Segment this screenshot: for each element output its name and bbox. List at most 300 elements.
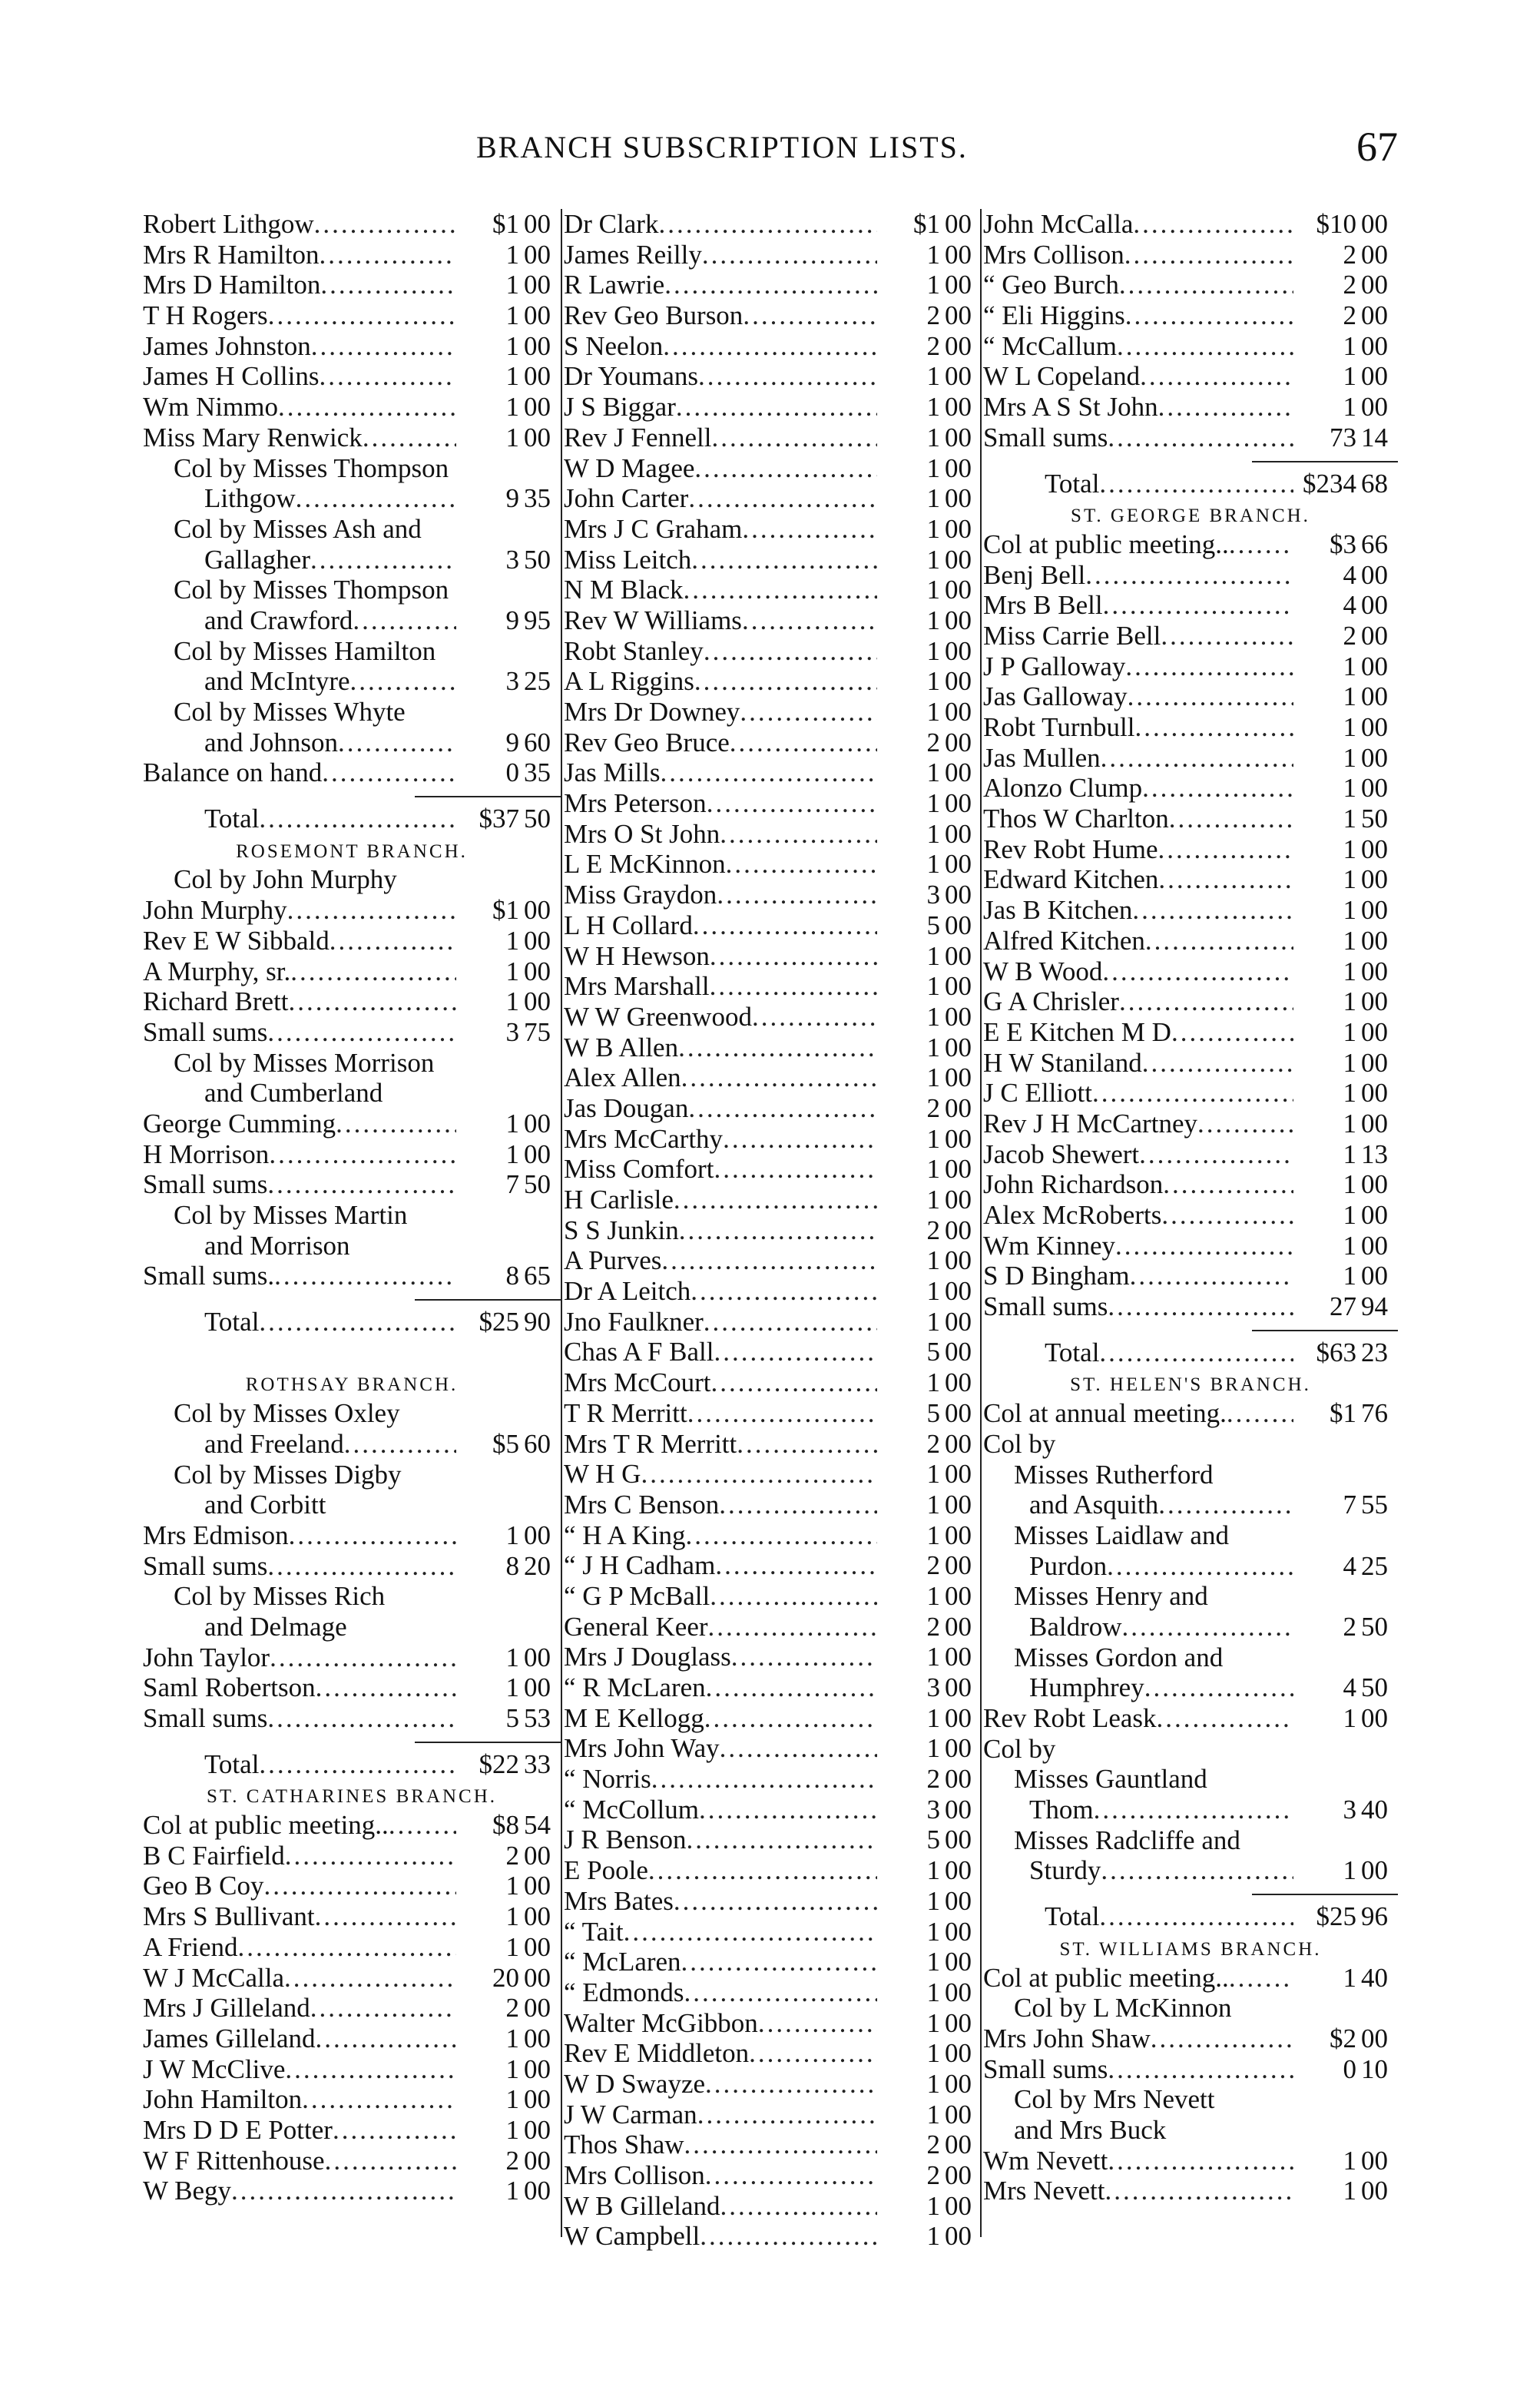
leader-dots: [1085, 560, 1293, 591]
leader-dots: [1092, 1078, 1293, 1109]
amount-cents: 00: [945, 1062, 972, 1093]
collector-note: Col by Mrs Nevett: [1014, 2084, 1215, 2115]
amount-cents: 00: [1361, 300, 1388, 331]
subscriber-name: George Cumming: [143, 1108, 336, 1139]
subscriber-name: Col at public meeting..: [983, 529, 1229, 559]
subscriber-entry: [983, 1261, 1398, 1291]
subscriber-name: James Gilleland: [143, 2023, 316, 2053]
leader-dots: [684, 1977, 877, 2008]
leader-dots: [687, 1398, 877, 1429]
subscriber-name: Thos W Charlton: [983, 804, 1169, 834]
subscriber-name: W H Hewson: [564, 940, 710, 971]
amount-dollars: 1: [505, 270, 519, 300]
leader-dots: [1125, 651, 1293, 682]
amount-cents: 00: [945, 1825, 972, 1855]
leader-dots: [287, 895, 456, 926]
collector-note: Col by Misses Rich: [174, 1581, 386, 1612]
subscriber-entry: [143, 605, 561, 636]
amount-cents: 95: [524, 605, 551, 635]
subscriber-name: “ Tait: [564, 1916, 624, 1947]
subscriber-name: Jas Dougan: [564, 1092, 689, 1123]
subscriber-entry: [564, 788, 982, 819]
amount-dollars: 1: [926, 1489, 940, 1520]
subscriber-name: Geo B Coy: [143, 1871, 264, 1901]
running-title: BRANCH SUBSCRIPTION LISTS.: [476, 130, 968, 164]
leader-dots: [720, 819, 877, 850]
amount-cents: 50: [1361, 1611, 1388, 1642]
subscriber-name: John Richardson: [983, 1169, 1164, 1200]
leader-dots: [624, 1917, 877, 1947]
amount-dollars: $63: [1316, 1337, 1356, 1367]
amount-dollars: 27: [1330, 1291, 1356, 1322]
amount-dollars: 1: [505, 361, 519, 392]
subscriber-entry: [564, 1185, 982, 1215]
subscriber-entry: [983, 2054, 1398, 2085]
subscriber-entry: [564, 1977, 982, 2008]
leader-dots: [679, 1215, 877, 1246]
amount-dollars: 1: [505, 1642, 519, 1672]
subscriber-entry: [564, 361, 982, 392]
leader-dots: [726, 849, 877, 880]
subscriber-entry: [564, 636, 982, 667]
subscriber-entry: [143, 392, 561, 423]
subscriber-name: Small sums: [983, 422, 1108, 452]
leader-dots: [267, 1551, 456, 1582]
amount-dollars: 73: [1330, 422, 1356, 452]
subscriber-name: W D Magee: [564, 452, 695, 483]
amount-cents: 00: [945, 1764, 972, 1795]
amount-cents: 35: [524, 483, 551, 514]
amount-dollars: 1: [1343, 2176, 1356, 2206]
amount-cents: 00: [1361, 681, 1388, 712]
page-number: 67: [1356, 124, 1398, 170]
amount-cents: 50: [524, 1169, 551, 1200]
amount-dollars: 5: [505, 1703, 519, 1733]
amount-dollars: 1: [505, 392, 519, 423]
amount-dollars: 1: [505, 422, 519, 452]
amount-dollars: 4: [1343, 590, 1356, 621]
amount-cents: 00: [524, 300, 551, 331]
subscriber-name: Jas B Kitchen: [983, 895, 1133, 926]
subscriber-entry: [564, 880, 982, 910]
amount-dollars: 7: [1343, 1490, 1356, 1520]
amount-dollars: 1: [1343, 1703, 1356, 1733]
divider-line: [415, 796, 561, 797]
amount-cents: 20: [524, 1550, 551, 1581]
subscriber-entry: [564, 1093, 982, 1124]
leader-dots: [1108, 2054, 1293, 2085]
collector-note: and Cumberland: [204, 1078, 383, 1109]
leader-dots: [714, 1337, 877, 1367]
amount-cents: 00: [945, 1947, 972, 1977]
amount-dollars: 2: [926, 330, 940, 361]
collector-note: Col by Misses Morrison: [174, 1047, 435, 1078]
subscriber-entry: [564, 1032, 982, 1063]
amount-cents: 00: [524, 2053, 551, 2084]
collector-note: Col by L McKinnon: [1014, 1993, 1232, 2023]
subscriber-entry: [143, 1963, 561, 1994]
branch-heading: ST. HELEN'S BRANCH.: [1070, 1374, 1311, 1396]
subscriber-name: J W McClive: [143, 2053, 286, 2084]
collector-note: Col by Misses Ash and: [174, 513, 422, 544]
amount-dollars: 1: [926, 1306, 940, 1337]
subscriber-name: and Crawford: [204, 605, 353, 635]
subscriber-entry: [143, 1642, 561, 1673]
leader-dots: [269, 1139, 456, 1170]
column-middle: [564, 209, 982, 2252]
subscriber-name: A Murphy, sr.: [143, 956, 291, 986]
subscriber-name: “ Edmonds: [564, 1977, 684, 2007]
subscriber-entry: [143, 483, 561, 514]
amount-dollars: 3: [505, 544, 519, 575]
amount-dollars: 3: [926, 1794, 940, 1825]
subscriber-name: “ J H Cadham: [564, 1550, 716, 1581]
amount-cents: 00: [524, 925, 551, 956]
subscriber-name: Jacob Shewert: [983, 1139, 1140, 1169]
leader-dots: [268, 300, 456, 331]
subscriber-name: Balance on hand: [143, 757, 323, 788]
leader-dots: [730, 728, 877, 758]
amount-dollars: $1: [913, 209, 940, 239]
leader-dots: [706, 1672, 877, 1703]
amount-cents: 00: [524, 1139, 551, 1169]
amount-dollars: 1: [926, 2038, 940, 2069]
subscriber-name: “ Norris: [564, 1764, 651, 1795]
subscriber-entry: [564, 423, 982, 453]
subscriber-name: Total: [1045, 468, 1100, 499]
subscriber-entry: [143, 986, 561, 1017]
subscriber-name: Col at public meeting..: [143, 1810, 389, 1841]
amount-dollars: 2: [926, 1550, 940, 1581]
amount-dollars: 7: [505, 1169, 519, 1200]
subscriber-name: Small sums: [983, 2053, 1108, 2084]
leader-dots: [270, 1642, 456, 1673]
amount-dollars: 1: [505, 1520, 519, 1550]
subscriber-entry: [143, 300, 561, 331]
leader-dots: [1124, 240, 1293, 270]
subscriber-name: Mrs D Hamilton: [143, 270, 321, 300]
leader-dots: [1161, 1200, 1293, 1231]
leader-dots: [1108, 1291, 1293, 1322]
subscriber-entry: [143, 1993, 561, 2023]
amount-dollars: 1: [926, 2007, 940, 2038]
subscriber-name: W B Wood: [983, 956, 1103, 986]
subscriber-entry: [143, 2146, 561, 2176]
leader-dots: [1117, 331, 1293, 362]
subscriber-entry: [564, 1947, 982, 1977]
leader-dots: [651, 1764, 877, 1795]
amount-cents: 00: [524, 422, 551, 452]
leader-dots: [708, 1612, 877, 1642]
amount-cents: 53: [524, 1703, 551, 1733]
collector-note: and Delmage: [204, 1611, 347, 1642]
leader-dots: [259, 804, 456, 834]
amount-cents: 00: [524, 1642, 551, 1672]
leader-dots: [1119, 270, 1293, 300]
subscriber-name: W Campbell: [564, 2221, 700, 2252]
leader-dots: [325, 2146, 456, 2176]
subscriber-entry: [564, 545, 982, 575]
leader-dots: [1133, 209, 1293, 240]
amount-dollars: 9: [505, 727, 519, 757]
spacer: [143, 1337, 561, 1368]
amount-cents: 00: [1361, 620, 1388, 651]
branch-heading: ST. WILLIAMS BRANCH.: [1059, 1938, 1322, 1960]
leader-dots: [731, 1642, 877, 1672]
leader-dots: [1128, 681, 1293, 712]
amount-cents: 00: [524, 2023, 551, 2053]
amount-cents: 00: [524, 209, 551, 239]
subscriber-name: E E Kitchen M D: [983, 1016, 1171, 1047]
amount-cents: 00: [945, 1916, 972, 1947]
amount-dollars: 1: [505, 2176, 519, 2206]
amount-cents: 25: [524, 666, 551, 697]
amount-cents: 60: [524, 727, 551, 757]
leader-dots: [705, 2160, 877, 2191]
amount-cents: 00: [524, 392, 551, 423]
leader-dots: [711, 1367, 877, 1398]
subscriber-name: Mrs McCarthy: [564, 1123, 724, 1154]
amount-cents: 00: [1361, 392, 1388, 423]
amount-cents: 00: [945, 1032, 972, 1062]
amount-cents: 00: [524, 1108, 551, 1139]
leader-dots: [267, 1703, 456, 1734]
subscriber-name: W L Copeland: [983, 361, 1141, 392]
subscriber-name: W D Swayze: [564, 2068, 706, 2099]
amount-dollars: 2: [1343, 1611, 1356, 1642]
leader-dots: [664, 270, 877, 300]
subscriber-entry: [983, 423, 1398, 453]
amount-cents: 00: [945, 1001, 972, 1032]
subscriber-name: Dr A Leitch: [564, 1276, 691, 1307]
amount-dollars: 5: [926, 1397, 940, 1428]
subscriber-entry: [983, 651, 1398, 682]
amount-dollars: 1: [1343, 361, 1356, 392]
subscriber-name: Mrs Nevett: [983, 2176, 1105, 2206]
leader-dots: [1102, 956, 1293, 987]
amount-dollars: 1: [926, 452, 940, 483]
subscriber-entry: [564, 728, 982, 758]
subscriber-entry: [983, 1017, 1398, 1048]
subscriber-entry: [564, 1917, 982, 1947]
collector-note: Misses Radcliffe and: [1014, 1825, 1240, 1855]
subscriber-entry: [983, 986, 1398, 1017]
amount-cents: 00: [1361, 834, 1388, 864]
amount-dollars: 1: [926, 422, 940, 452]
leader-dots: [699, 1795, 877, 1825]
amount-dollars: 3: [926, 880, 940, 910]
subscriber-entry: [143, 1169, 561, 1200]
amount-cents: 00: [945, 2068, 972, 2099]
subscriber-entry: [564, 2008, 982, 2039]
amount-cents: 00: [1361, 956, 1388, 986]
amount-cents: 00: [1361, 1047, 1388, 1078]
amount-cents: 00: [1361, 559, 1388, 590]
amount-cents: 00: [945, 2038, 972, 2069]
subscriber-name: Wm Nevett: [983, 2145, 1108, 2176]
subscriber-entry: [143, 2084, 561, 2115]
leader-dots: [710, 1581, 877, 1612]
subscriber-entry: [564, 514, 982, 545]
leader-dots: [694, 666, 877, 697]
subscriber-name: J R Benson: [564, 1825, 687, 1855]
amount-cents: 00: [945, 635, 972, 666]
subscriber-name: Alex Allen: [564, 1062, 681, 1093]
subscriber-name: James Johnston: [143, 330, 311, 361]
leader-dots: [720, 1733, 877, 1764]
subscriber-entry: [564, 331, 982, 362]
amount-dollars: 5: [926, 1825, 940, 1855]
subscriber-entry: [983, 1490, 1398, 1520]
amount-cents: 00: [945, 544, 972, 575]
amount-dollars: 2: [1343, 239, 1356, 270]
branch-heading: ROSEMONT BRANCH.: [236, 840, 468, 862]
subscriber-name: Rev J Fennell: [564, 422, 712, 452]
amount-cents: 94: [1361, 1291, 1388, 1322]
amount-dollars: 3: [505, 666, 519, 697]
subscriber-name: Rev W Williams: [564, 605, 742, 635]
subscriber-name: Rev E W Sibbald: [143, 925, 330, 956]
subscriber-entry: [564, 1002, 982, 1032]
subscriber-name: Mrs John Shaw: [983, 2023, 1151, 2053]
amount-dollars: 1: [926, 1154, 940, 1185]
subscriber-name: S S Junkin: [564, 1215, 679, 1245]
amount-dollars: 2: [926, 1428, 940, 1459]
leader-dots: [1229, 529, 1293, 560]
amount-cents: 00: [945, 361, 972, 392]
amount-dollars: $2: [1330, 2023, 1356, 2053]
subscriber-entry: [564, 1703, 982, 1734]
subscriber-entry: [564, 2038, 982, 2069]
amount-cents: 00: [945, 483, 972, 514]
column-rule: [561, 209, 562, 2237]
subscriber-name: Robert Lithgow: [143, 209, 314, 239]
amount-cents: 33: [524, 1748, 551, 1779]
subscriber-name: “ McCallum: [983, 330, 1117, 361]
amount-dollars: 1: [505, 300, 519, 331]
amount-dollars: 2: [926, 727, 940, 757]
amount-dollars: 1: [926, 239, 940, 270]
subscriber-name: John Murphy: [143, 895, 287, 926]
divider-line: [1252, 461, 1398, 462]
subscriber-name: “ G P McBall: [564, 1580, 710, 1611]
subscriber-name: Total: [1045, 1337, 1100, 1367]
amount-cents: 00: [945, 727, 972, 757]
amount-cents: 00: [524, 1931, 551, 1962]
amount-dollars: 1: [926, 940, 940, 971]
leader-dots: [1139, 1139, 1293, 1170]
subscriber-entry: [983, 2176, 1398, 2206]
leader-dots: [344, 1429, 456, 1460]
leader-dots: [743, 300, 877, 331]
amount-cents: 54: [524, 1810, 551, 1841]
subscriber-name: W F Rittenhouse: [143, 2145, 325, 2176]
subscriber-entry: [564, 1154, 982, 1185]
subscriber-name: John Carter: [564, 483, 689, 514]
subscriber-entry: [564, 2160, 982, 2191]
subscriber-name: W B Allen: [564, 1032, 679, 1062]
subscriber-name: Rev Robt Leask: [983, 1703, 1157, 1733]
subscriber-name: Mrs D D E Potter: [143, 2114, 333, 2145]
amount-cents: 00: [524, 895, 551, 926]
subscriber-entry: [564, 392, 982, 423]
amount-cents: 00: [945, 1154, 972, 1185]
collector-note: Misses Laidlaw and: [1014, 1520, 1229, 1550]
collector-note: and Corbitt: [204, 1490, 326, 1520]
subscriber-entry: [564, 2069, 982, 2100]
subscriber-entry: [143, 1520, 561, 1551]
amount-dollars: $1: [492, 209, 519, 239]
amount-cents: 55: [1361, 1490, 1388, 1520]
subscriber-entry: [143, 1109, 561, 1139]
leader-dots: [1161, 621, 1293, 651]
subscriber-name: “ H A King: [564, 1520, 686, 1550]
amount-cents: 00: [945, 1642, 972, 1672]
subscriber-name: Jas Galloway: [983, 681, 1128, 712]
amount-cents: 00: [945, 910, 972, 940]
leader-dots: [289, 986, 456, 1017]
amount-dollars: 1: [1343, 834, 1356, 864]
amount-cents: 00: [1361, 651, 1388, 681]
subscriber-name: Mrs J Gilleland: [143, 1993, 310, 2023]
subscriber-entry: [564, 270, 982, 300]
leader-dots: [710, 971, 877, 1002]
amount-cents: 40: [1361, 1962, 1388, 1993]
total-rule: [983, 453, 1398, 469]
amount-dollars: $5: [492, 1428, 519, 1459]
subscriber-name: Edward Kitchen: [983, 864, 1159, 895]
subscriber-entry: [983, 1139, 1398, 1170]
subscriber-name: Mrs O St John: [564, 818, 720, 849]
amount-cents: 00: [945, 2099, 972, 2130]
amount-dollars: 1: [505, 986, 519, 1017]
subscriber-name: Mrs McCourt: [564, 1367, 711, 1398]
amount-dollars: 1: [1343, 1200, 1356, 1230]
leader-dots: [278, 392, 456, 423]
amount-dollars: 1: [1343, 773, 1356, 804]
subscriber-name: Small sums: [983, 1291, 1108, 1322]
amount-dollars: 1: [926, 1520, 940, 1550]
amount-cents: 76: [1361, 1398, 1388, 1429]
amount-cents: 10: [1361, 2053, 1388, 2084]
subscriber-name: T H Rogers: [143, 300, 268, 331]
subscriber-name: James H Collins: [143, 361, 320, 392]
subscriber-entry: [983, 1963, 1398, 1994]
subscriber-entry: [983, 1231, 1398, 1261]
amount-cents: 00: [945, 1337, 972, 1367]
subscriber-name: Rev Geo Burson: [564, 300, 744, 331]
subscriber-entry: [564, 575, 982, 605]
subscriber-entry: [564, 1612, 982, 1642]
subscriber-entry: [564, 971, 982, 1002]
amount-dollars: 2: [1343, 620, 1356, 651]
leader-dots: [685, 1520, 877, 1551]
amount-cents: 00: [945, 1977, 972, 2007]
subscriber-entry: [983, 1551, 1398, 1582]
amount-cents: 00: [945, 239, 972, 270]
subscriber-entry: [564, 1062, 982, 1093]
leader-dots: [700, 2221, 877, 2252]
subscriber-name: J W Carman: [564, 2099, 697, 2130]
amount-cents: 00: [524, 1871, 551, 1901]
collector-note: Col by Misses Digby: [174, 1459, 402, 1490]
amount-cents: 00: [945, 1794, 972, 1825]
amount-dollars: 1: [1343, 2145, 1356, 2176]
subscriber-entry: [564, 1367, 982, 1398]
leader-dots: [698, 361, 877, 392]
subscriber-name: Dr Clark: [564, 209, 659, 239]
amount-cents: 00: [945, 330, 972, 361]
